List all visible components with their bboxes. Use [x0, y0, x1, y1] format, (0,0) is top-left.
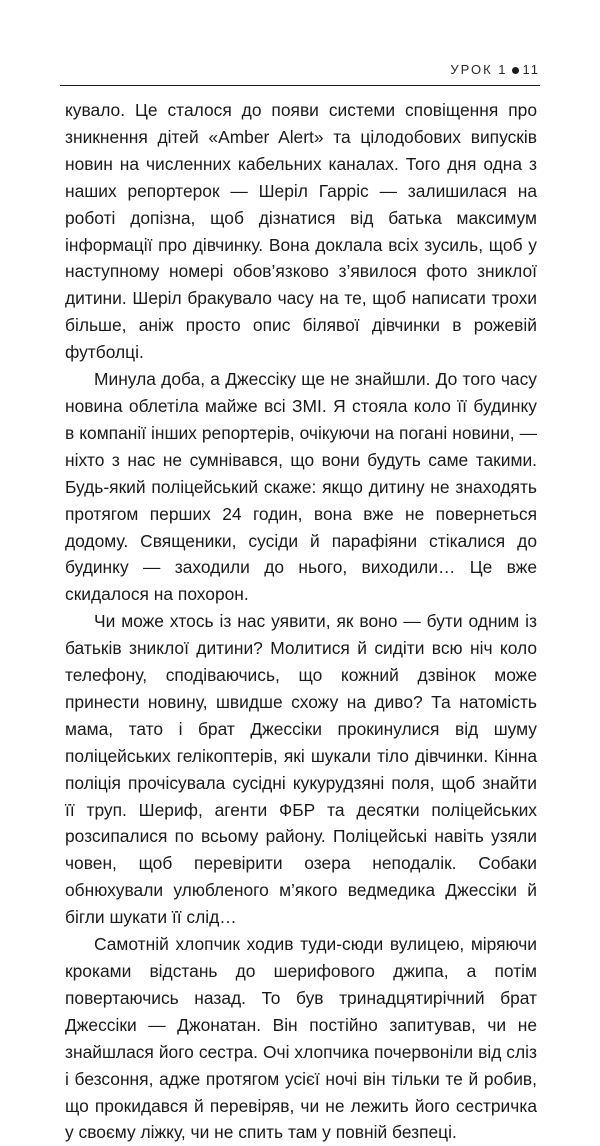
page-number: 11 — [522, 62, 540, 77]
chapter-label: УРОК 1 — [450, 62, 508, 77]
paragraph-2: Минула доба, а Джессіку ще не знайшли. До того часу новина облетіла майже всі ЗМІ. Я стояла коло її будинку в компанії інших репортерів, очікуючи на погані новини, — ніхто з нас не сумнівався, що вони будуть саме такими. Будь-який поліцейський скаже: якщо дитину не знаходять протягом перших 24 годин, вона вже не повернеться додому. Священики, сусіди й парафіяни стікалися до будинку — заходили до нього, виходили… Це вже скидалося на похорон. — [65, 369, 537, 605]
body-text — [65, 97, 537, 1146]
running-head — [60, 54, 540, 86]
bullet-separator-icon — [512, 67, 519, 74]
paragraph-3: Чи може хтось із нас уявити, як воно — бути одним із батьків зниклої дитини? Молитися й сидіти всю ніч коло телефону, сподіваючись, що кожний дзвінок може принести новину, швидше схожу на диво? Та натомість мама, тато і брат Джессіки прокинулися від шуму поліцейських гелікоптерів, які шукали тіло дівчинки. Кінна поліція прочісувала сусідні кукурудзяні поля, щоб знайти її труп. Шериф, агенти ФБР та десятки поліцейських розсипалися по всьому району. Поліцейські навіть узяли човен, щоб перевірити озера неподалік. Собаки обнюхували улюбленого м’якого ведмедика Джессіки й бігли шукати її слід… — [65, 611, 537, 928]
header-rule — [60, 85, 540, 86]
running-head-text — [450, 62, 540, 77]
paragraph-4: Самотній хлопчик ходив туди-сюди вулицею, міряючи кроками відстань до шерифового джипа, а потім повертаючись назад. То був тринадцятирічний брат Джессіки — Джонатан. Він постійно запитував, чи не знайшлася його сестра. Очі хлопчика почервоніли від сліз і безсоння, адже протягом усієї ночі він тільки те й робив, що прокидався й перевіряв, чи не лежить його сестричка у своєму ліжку, чи не спить там у повній безпеці. — [65, 934, 537, 1143]
paragraph-1: кувало. Це сталося до появи системи сповіщення про зникнення дітей «Amber Alert» та цілодобових випусків новин на численних кабельних каналах. Того дня одна з наших репортерок — Шеріл Гарріс — залишилася на роботі допізна, щоб дізнатися від батька максимум інформації про дівчинку. Вона доклала всіх зусиль, щоб у наступному номері обов’язково з’явилося фото зниклої дитини. Шеріл бракувало часу на те, щоб написати трохи більше, аніж просто опис білявої дівчинки в рожевій футболці. — [65, 100, 537, 363]
